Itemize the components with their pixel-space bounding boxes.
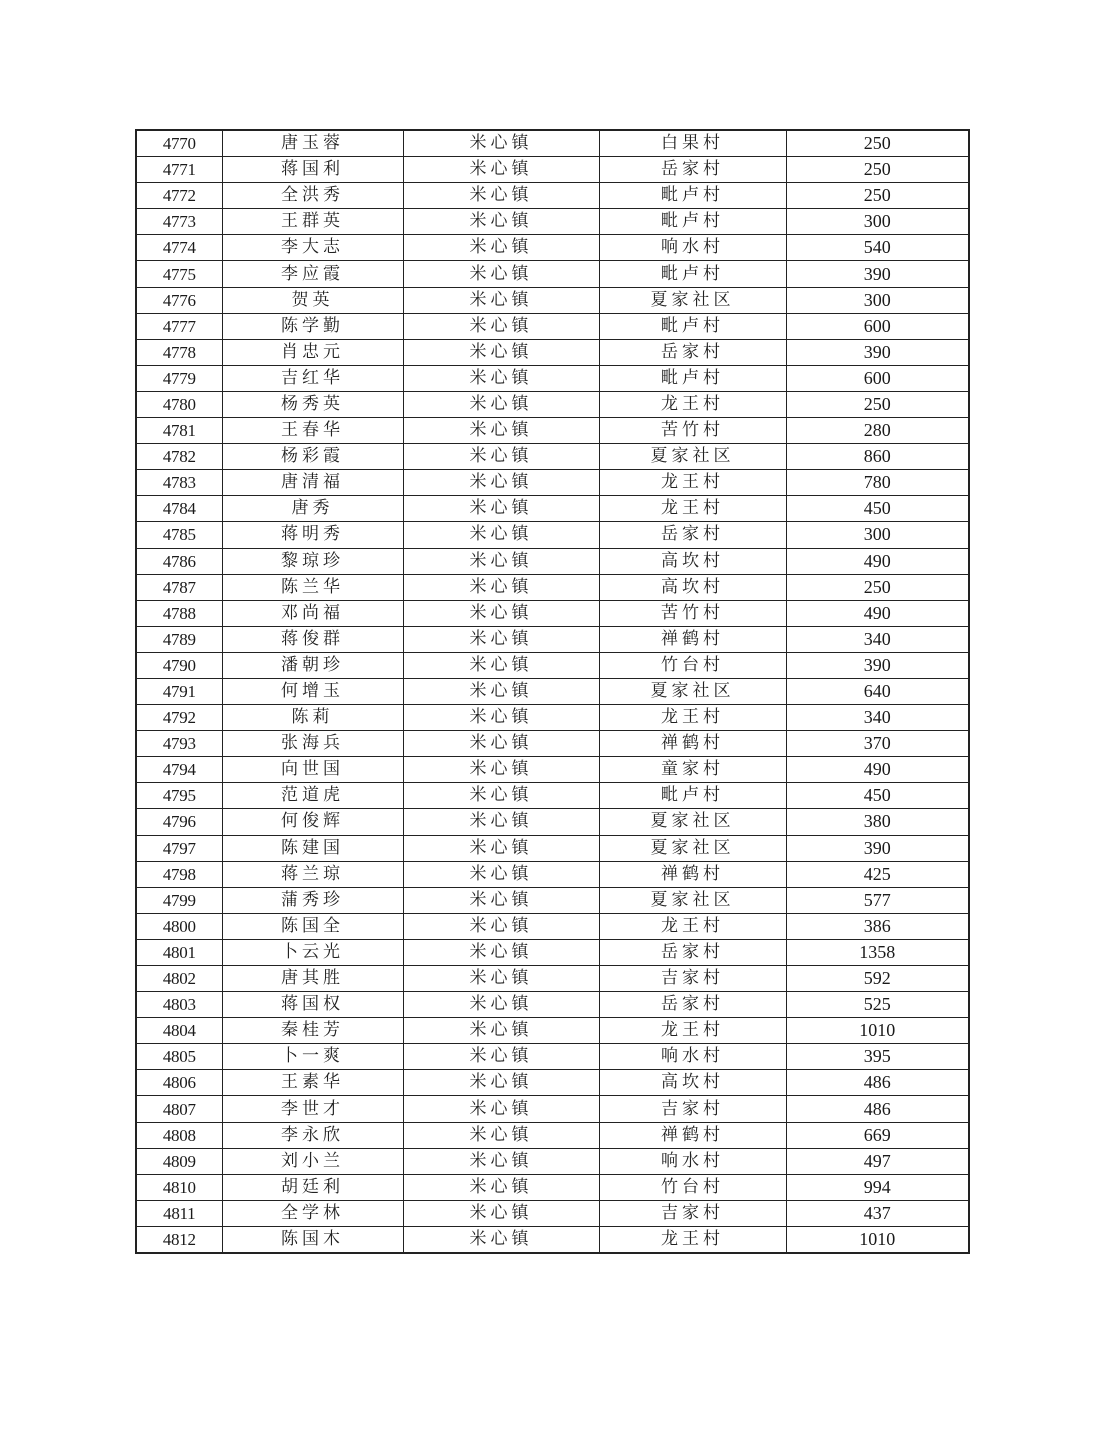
town-cell: 米心镇	[403, 835, 599, 861]
amount-cell: 540	[786, 235, 969, 261]
town-cell: 米心镇	[403, 470, 599, 496]
village-cell: 毗卢村	[599, 783, 786, 809]
table-row	[136, 157, 969, 183]
village-cell: 高坎村	[599, 1070, 786, 1096]
town-cell: 米心镇	[403, 235, 599, 261]
table-row	[136, 705, 969, 731]
village-cell: 龙王村	[599, 470, 786, 496]
town-cell: 米心镇	[403, 548, 599, 574]
row-number-cell: 4779	[136, 365, 222, 391]
row-number-cell: 4785	[136, 522, 222, 548]
amount-cell: 300	[786, 522, 969, 548]
name-cell: 何增玉	[222, 678, 403, 704]
village-cell: 白果村	[599, 130, 786, 157]
village-cell: 吉家村	[599, 1200, 786, 1226]
town-cell: 米心镇	[403, 574, 599, 600]
roster-table	[135, 129, 970, 1254]
row-number-cell: 4801	[136, 939, 222, 965]
name-cell: 陈国木	[222, 1226, 403, 1253]
town-cell: 米心镇	[403, 1148, 599, 1174]
town-cell: 米心镇	[403, 992, 599, 1018]
table-row	[136, 1018, 969, 1044]
table-row	[136, 522, 969, 548]
amount-cell: 525	[786, 992, 969, 1018]
amount-cell: 600	[786, 365, 969, 391]
name-cell: 何俊辉	[222, 809, 403, 835]
village-cell: 毗卢村	[599, 365, 786, 391]
name-cell: 卜云光	[222, 939, 403, 965]
village-cell: 禅鹤村	[599, 861, 786, 887]
town-cell: 米心镇	[403, 652, 599, 678]
row-number-cell: 4805	[136, 1044, 222, 1070]
town-cell: 米心镇	[403, 1096, 599, 1122]
name-cell: 唐其胜	[222, 966, 403, 992]
table-row	[136, 418, 969, 444]
town-cell: 米心镇	[403, 130, 599, 157]
name-cell: 潘朝珍	[222, 652, 403, 678]
name-cell: 肖忠元	[222, 339, 403, 365]
name-cell: 秦桂芳	[222, 1018, 403, 1044]
table-row	[136, 574, 969, 600]
village-cell: 夏家社区	[599, 444, 786, 470]
table-row	[136, 626, 969, 652]
row-number-cell: 4771	[136, 157, 222, 183]
name-cell: 蒋兰琼	[222, 861, 403, 887]
amount-cell: 1358	[786, 939, 969, 965]
amount-cell: 600	[786, 313, 969, 339]
row-number-cell: 4776	[136, 287, 222, 313]
village-cell: 夏家社区	[599, 835, 786, 861]
name-cell: 全洪秀	[222, 183, 403, 209]
town-cell: 米心镇	[403, 365, 599, 391]
row-number-cell: 4774	[136, 235, 222, 261]
name-cell: 邓尚福	[222, 600, 403, 626]
village-cell: 岳家村	[599, 992, 786, 1018]
table-row	[136, 365, 969, 391]
row-number-cell: 4786	[136, 548, 222, 574]
row-number-cell: 4806	[136, 1070, 222, 1096]
row-number-cell: 4770	[136, 130, 222, 157]
amount-cell: 280	[786, 418, 969, 444]
name-cell: 唐秀	[222, 496, 403, 522]
village-cell: 响水村	[599, 1044, 786, 1070]
town-cell: 米心镇	[403, 731, 599, 757]
town-cell: 米心镇	[403, 1044, 599, 1070]
amount-cell: 300	[786, 209, 969, 235]
village-cell: 毗卢村	[599, 261, 786, 287]
town-cell: 米心镇	[403, 809, 599, 835]
name-cell: 蒋明秀	[222, 522, 403, 548]
village-cell: 龙王村	[599, 913, 786, 939]
amount-cell: 490	[786, 600, 969, 626]
amount-cell: 340	[786, 626, 969, 652]
town-cell: 米心镇	[403, 157, 599, 183]
table-row	[136, 1044, 969, 1070]
amount-cell: 486	[786, 1070, 969, 1096]
table-row	[136, 313, 969, 339]
table-row	[136, 183, 969, 209]
row-number-cell: 4783	[136, 470, 222, 496]
table-row	[136, 966, 969, 992]
name-cell: 唐清福	[222, 470, 403, 496]
name-cell: 陈学勤	[222, 313, 403, 339]
table-row	[136, 652, 969, 678]
village-cell: 响水村	[599, 235, 786, 261]
table-row	[136, 887, 969, 913]
name-cell: 李永欣	[222, 1122, 403, 1148]
table-row	[136, 600, 969, 626]
table-row	[136, 130, 969, 157]
name-cell: 向世国	[222, 757, 403, 783]
name-cell: 陈建国	[222, 835, 403, 861]
name-cell: 蒋俊群	[222, 626, 403, 652]
table-row	[136, 339, 969, 365]
town-cell: 米心镇	[403, 1018, 599, 1044]
amount-cell: 1010	[786, 1018, 969, 1044]
village-cell: 毗卢村	[599, 209, 786, 235]
name-cell: 吉红华	[222, 365, 403, 391]
town-cell: 米心镇	[403, 287, 599, 313]
table-row	[136, 835, 969, 861]
table-row	[136, 287, 969, 313]
town-cell: 米心镇	[403, 183, 599, 209]
table-row	[136, 1148, 969, 1174]
village-cell: 童家村	[599, 757, 786, 783]
amount-cell: 395	[786, 1044, 969, 1070]
name-cell: 王群英	[222, 209, 403, 235]
name-cell: 刘小兰	[222, 1148, 403, 1174]
table-row	[136, 1122, 969, 1148]
row-number-cell: 4798	[136, 861, 222, 887]
table-row	[136, 444, 969, 470]
table-row	[136, 1096, 969, 1122]
town-cell: 米心镇	[403, 783, 599, 809]
town-cell: 米心镇	[403, 522, 599, 548]
table-row	[136, 809, 969, 835]
amount-cell: 250	[786, 574, 969, 600]
row-number-cell: 4807	[136, 1096, 222, 1122]
village-cell: 吉家村	[599, 966, 786, 992]
amount-cell: 386	[786, 913, 969, 939]
village-cell: 龙王村	[599, 391, 786, 417]
name-cell: 胡廷利	[222, 1174, 403, 1200]
town-cell: 米心镇	[403, 339, 599, 365]
table-row	[136, 1174, 969, 1200]
village-cell: 苦竹村	[599, 418, 786, 444]
town-cell: 米心镇	[403, 939, 599, 965]
row-number-cell: 4792	[136, 705, 222, 731]
amount-cell: 450	[786, 783, 969, 809]
name-cell: 贺英	[222, 287, 403, 313]
table-row	[136, 1070, 969, 1096]
row-number-cell: 4789	[136, 626, 222, 652]
village-cell: 响水村	[599, 1148, 786, 1174]
table-row	[136, 496, 969, 522]
name-cell: 王春华	[222, 418, 403, 444]
town-cell: 米心镇	[403, 313, 599, 339]
table-row	[136, 391, 969, 417]
village-cell: 岳家村	[599, 157, 786, 183]
amount-cell: 390	[786, 652, 969, 678]
village-cell: 岳家村	[599, 522, 786, 548]
village-cell: 龙王村	[599, 705, 786, 731]
name-cell: 范道虎	[222, 783, 403, 809]
roster-table-body	[136, 130, 969, 1253]
row-number-cell: 4809	[136, 1148, 222, 1174]
name-cell: 李大志	[222, 235, 403, 261]
row-number-cell: 4808	[136, 1122, 222, 1148]
village-cell: 竹台村	[599, 1174, 786, 1200]
amount-cell: 390	[786, 261, 969, 287]
village-cell: 吉家村	[599, 1096, 786, 1122]
row-number-cell: 4803	[136, 992, 222, 1018]
name-cell: 李世才	[222, 1096, 403, 1122]
village-cell: 岳家村	[599, 939, 786, 965]
row-number-cell: 4800	[136, 913, 222, 939]
row-number-cell: 4775	[136, 261, 222, 287]
row-number-cell: 4780	[136, 391, 222, 417]
amount-cell: 490	[786, 548, 969, 574]
name-cell: 黎琼珍	[222, 548, 403, 574]
village-cell: 毗卢村	[599, 313, 786, 339]
row-number-cell: 4799	[136, 887, 222, 913]
table-row	[136, 678, 969, 704]
name-cell: 张海兵	[222, 731, 403, 757]
village-cell: 岳家村	[599, 339, 786, 365]
amount-cell: 669	[786, 1122, 969, 1148]
table-row	[136, 235, 969, 261]
row-number-cell: 4788	[136, 600, 222, 626]
name-cell: 陈兰华	[222, 574, 403, 600]
name-cell: 王素华	[222, 1070, 403, 1096]
table-row	[136, 1200, 969, 1226]
town-cell: 米心镇	[403, 1070, 599, 1096]
name-cell: 唐玉蓉	[222, 130, 403, 157]
row-number-cell: 4773	[136, 209, 222, 235]
village-cell: 龙王村	[599, 496, 786, 522]
row-number-cell: 4778	[136, 339, 222, 365]
row-number-cell: 4811	[136, 1200, 222, 1226]
table-row	[136, 992, 969, 1018]
amount-cell: 450	[786, 496, 969, 522]
row-number-cell: 4804	[136, 1018, 222, 1044]
table-row	[136, 861, 969, 887]
name-cell: 李应霞	[222, 261, 403, 287]
table-row	[136, 209, 969, 235]
village-cell: 龙王村	[599, 1018, 786, 1044]
row-number-cell: 4790	[136, 652, 222, 678]
village-cell: 夏家社区	[599, 678, 786, 704]
name-cell: 蒋国权	[222, 992, 403, 1018]
name-cell: 陈国全	[222, 913, 403, 939]
row-number-cell: 4795	[136, 783, 222, 809]
row-number-cell: 4797	[136, 835, 222, 861]
row-number-cell: 4791	[136, 678, 222, 704]
town-cell: 米心镇	[403, 913, 599, 939]
amount-cell: 640	[786, 678, 969, 704]
amount-cell: 250	[786, 183, 969, 209]
row-number-cell: 4812	[136, 1226, 222, 1253]
amount-cell: 340	[786, 705, 969, 731]
table-row	[136, 757, 969, 783]
name-cell: 蒋国利	[222, 157, 403, 183]
table-row	[136, 731, 969, 757]
town-cell: 米心镇	[403, 444, 599, 470]
town-cell: 米心镇	[403, 209, 599, 235]
village-cell: 苦竹村	[599, 600, 786, 626]
amount-cell: 380	[786, 809, 969, 835]
table-row	[136, 548, 969, 574]
amount-cell: 300	[786, 287, 969, 313]
name-cell: 蒲秀珍	[222, 887, 403, 913]
row-number-cell: 4772	[136, 183, 222, 209]
village-cell: 禅鹤村	[599, 731, 786, 757]
town-cell: 米心镇	[403, 418, 599, 444]
name-cell: 卜一爽	[222, 1044, 403, 1070]
amount-cell: 250	[786, 130, 969, 157]
village-cell: 禅鹤村	[599, 1122, 786, 1148]
row-number-cell: 4802	[136, 966, 222, 992]
amount-cell: 592	[786, 966, 969, 992]
amount-cell: 780	[786, 470, 969, 496]
row-number-cell: 4777	[136, 313, 222, 339]
village-cell: 夏家社区	[599, 887, 786, 913]
town-cell: 米心镇	[403, 391, 599, 417]
amount-cell: 994	[786, 1174, 969, 1200]
table-row	[136, 261, 969, 287]
village-cell: 龙王村	[599, 1226, 786, 1253]
village-cell: 高坎村	[599, 548, 786, 574]
amount-cell: 425	[786, 861, 969, 887]
amount-cell: 370	[786, 731, 969, 757]
town-cell: 米心镇	[403, 1226, 599, 1253]
row-number-cell: 4781	[136, 418, 222, 444]
row-number-cell: 4810	[136, 1174, 222, 1200]
town-cell: 米心镇	[403, 678, 599, 704]
row-number-cell: 4794	[136, 757, 222, 783]
amount-cell: 577	[786, 887, 969, 913]
town-cell: 米心镇	[403, 600, 599, 626]
town-cell: 米心镇	[403, 626, 599, 652]
town-cell: 米心镇	[403, 966, 599, 992]
table-row	[136, 470, 969, 496]
name-cell: 全学林	[222, 1200, 403, 1226]
village-cell: 夏家社区	[599, 287, 786, 313]
town-cell: 米心镇	[403, 261, 599, 287]
name-cell: 杨秀英	[222, 391, 403, 417]
amount-cell: 250	[786, 157, 969, 183]
village-cell: 毗卢村	[599, 183, 786, 209]
amount-cell: 1010	[786, 1226, 969, 1253]
town-cell: 米心镇	[403, 861, 599, 887]
row-number-cell: 4782	[136, 444, 222, 470]
row-number-cell: 4784	[136, 496, 222, 522]
village-cell: 夏家社区	[599, 809, 786, 835]
table-row	[136, 1226, 969, 1253]
town-cell: 米心镇	[403, 705, 599, 731]
amount-cell: 250	[786, 391, 969, 417]
row-number-cell: 4796	[136, 809, 222, 835]
amount-cell: 390	[786, 339, 969, 365]
row-number-cell: 4787	[136, 574, 222, 600]
row-number-cell: 4793	[136, 731, 222, 757]
village-cell: 禅鹤村	[599, 626, 786, 652]
village-cell: 竹台村	[599, 652, 786, 678]
name-cell: 陈莉	[222, 705, 403, 731]
table-row	[136, 939, 969, 965]
town-cell: 米心镇	[403, 496, 599, 522]
amount-cell: 437	[786, 1200, 969, 1226]
table-row	[136, 783, 969, 809]
town-cell: 米心镇	[403, 1122, 599, 1148]
town-cell: 米心镇	[403, 1174, 599, 1200]
amount-cell: 390	[786, 835, 969, 861]
amount-cell: 486	[786, 1096, 969, 1122]
town-cell: 米心镇	[403, 757, 599, 783]
name-cell: 杨彩霞	[222, 444, 403, 470]
village-cell: 高坎村	[599, 574, 786, 600]
amount-cell: 490	[786, 757, 969, 783]
town-cell: 米心镇	[403, 1200, 599, 1226]
town-cell: 米心镇	[403, 887, 599, 913]
amount-cell: 497	[786, 1148, 969, 1174]
amount-cell: 860	[786, 444, 969, 470]
table-row	[136, 913, 969, 939]
